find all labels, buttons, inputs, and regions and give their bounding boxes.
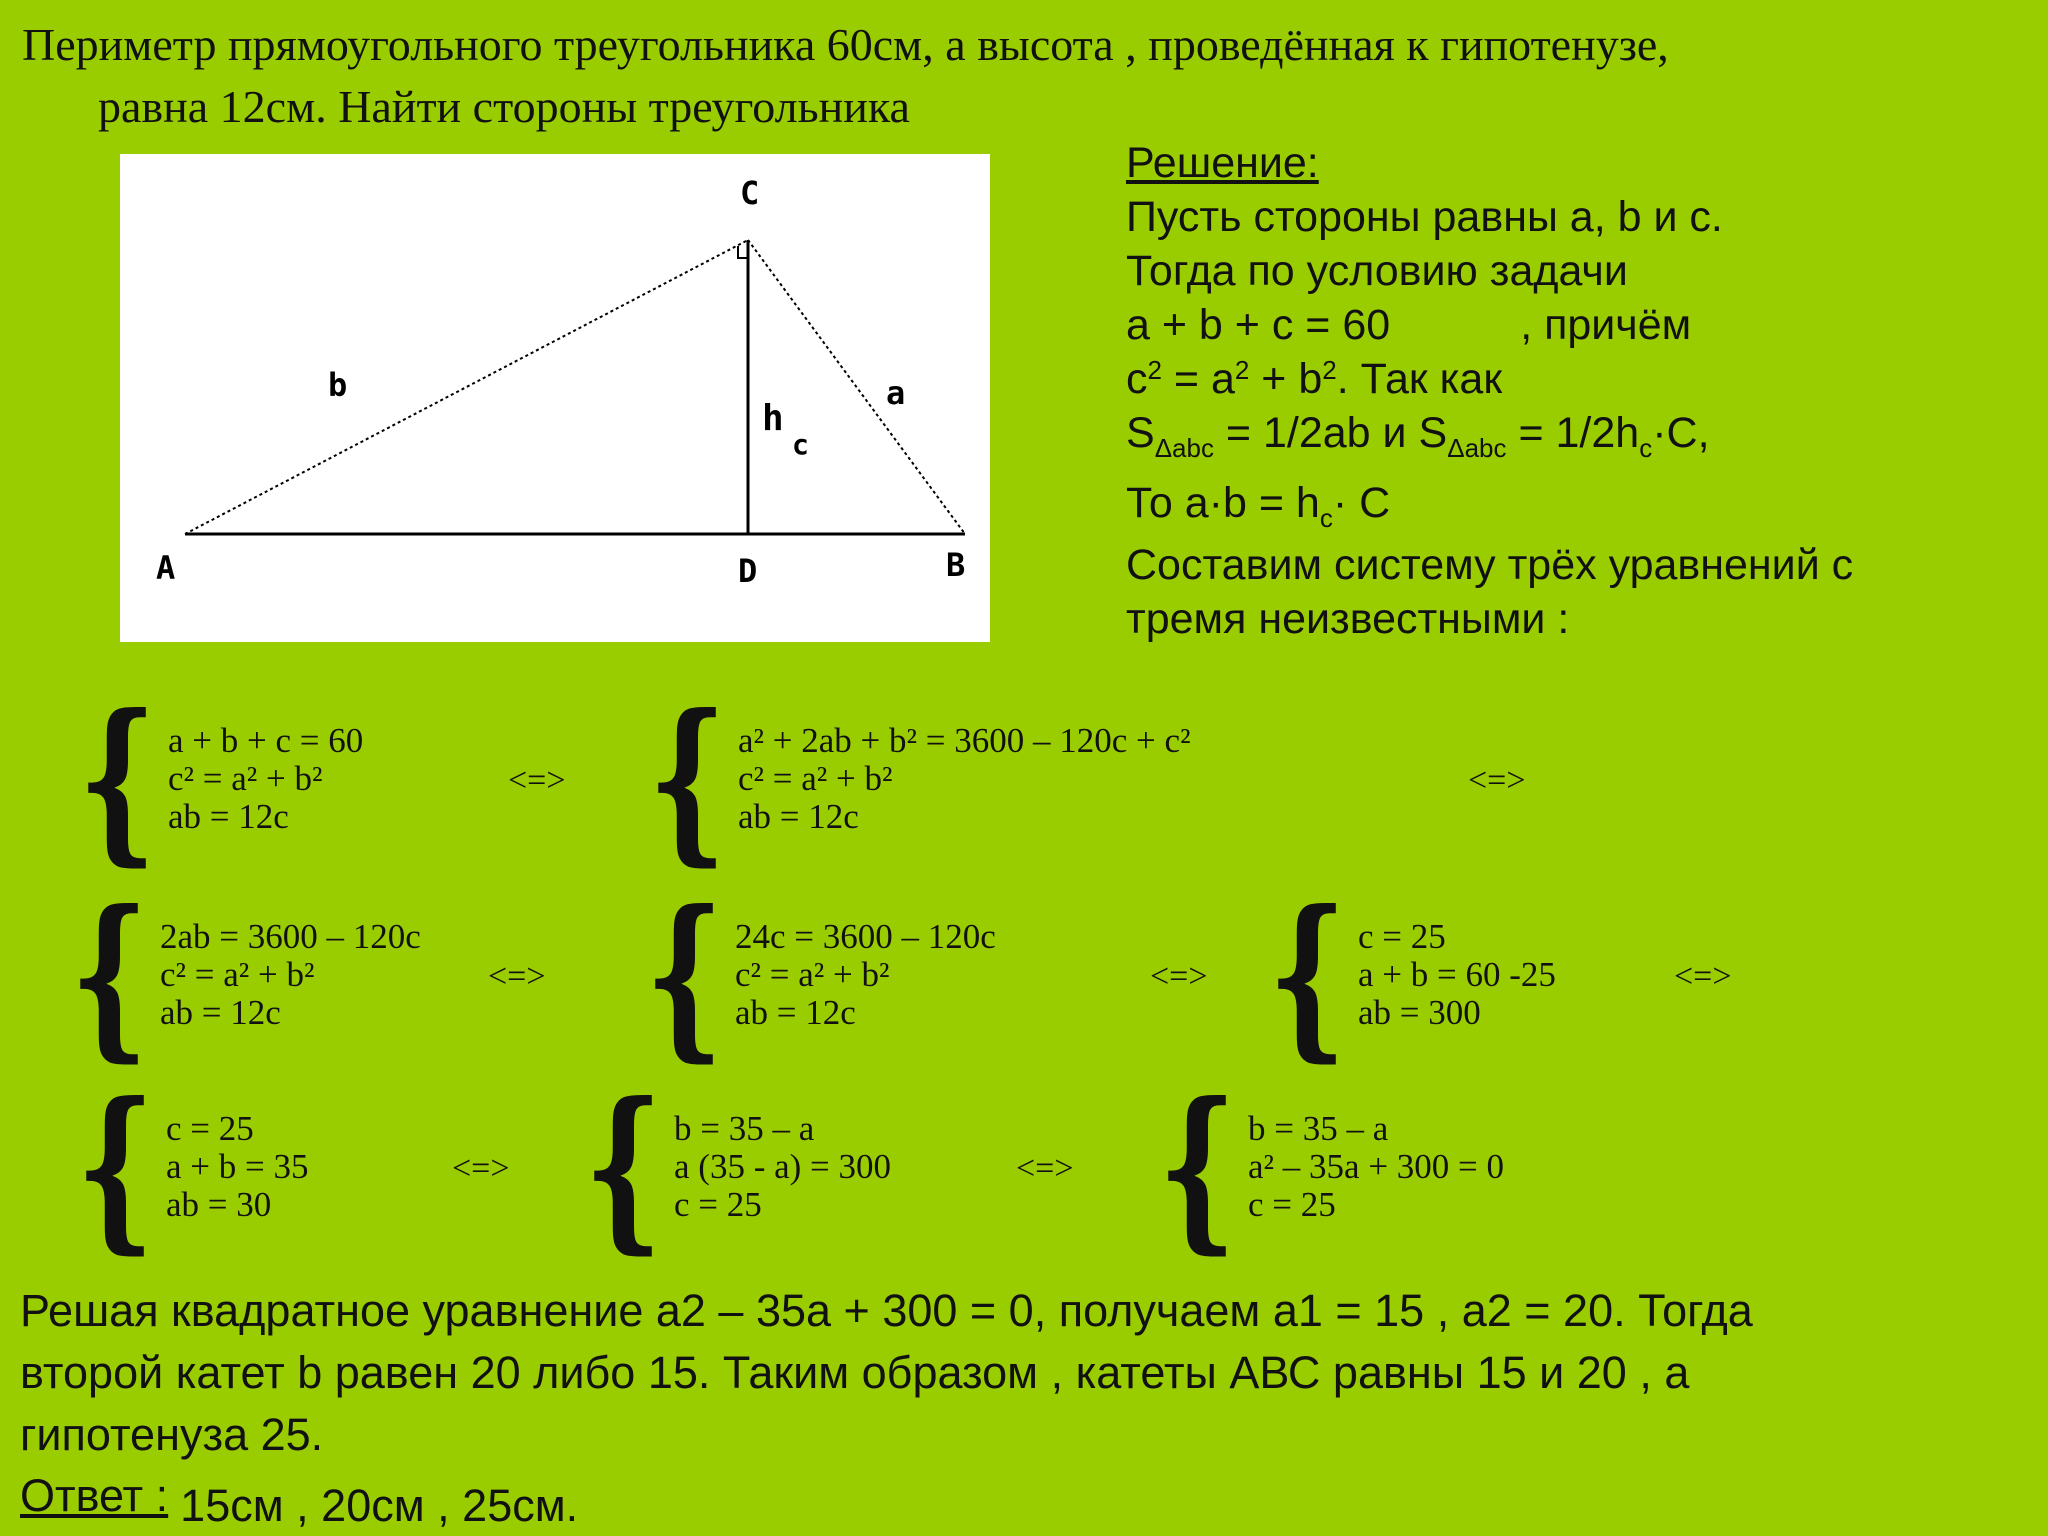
solution-line-4 (1126, 352, 1502, 406)
equation: a + b + c = 60 (168, 721, 364, 760)
equation: c = 25 (1358, 917, 1446, 956)
equation: ab = 30 (166, 1185, 272, 1224)
system-equations (674, 1110, 891, 1224)
equation: c² = a² + b² (735, 955, 890, 994)
equation: ab = 300 (1358, 993, 1481, 1032)
solution-line-1: Пусть стороны равны a, b и c. (1126, 193, 1723, 241)
equation: b = 35 – a (1248, 1109, 1389, 1148)
product-eq: То a·b = h (1126, 479, 1320, 527)
equation: c² = a² + b² (160, 955, 315, 994)
equation: a + b = 60 -25 (1358, 955, 1556, 994)
brace: { (78, 677, 157, 882)
system-equations (168, 722, 363, 836)
area-eq: = 1/2h (1506, 409, 1640, 457)
sub: c (1639, 433, 1653, 463)
pythagoras-tail: . Так как (1336, 355, 1503, 403)
label-side-b: b (328, 366, 348, 404)
equation: c = 25 (674, 1185, 762, 1224)
sub: Δabc (1154, 433, 1214, 463)
solution-line-5 (1126, 406, 1710, 463)
label-c: C (740, 174, 760, 212)
answer-label: Ответ : (20, 1470, 169, 1521)
sup: 2 (1234, 355, 1250, 385)
system-equations (160, 918, 421, 1032)
label-b-vertex: B (946, 546, 966, 584)
system-equations (1248, 1110, 1504, 1224)
solution-line-7: Составим систему трёх уравнений с (1126, 541, 1854, 589)
system-equations (166, 1110, 309, 1224)
system-equations (1358, 918, 1556, 1032)
pythagoras-a: = a (1161, 355, 1235, 403)
brace: { (1268, 873, 1347, 1078)
equation: b = 35 – a (674, 1109, 815, 1148)
problem-line-1: Периметр прямоугольного треугольника 60см, а высота , проведённая к гипотенузе, (22, 19, 1669, 70)
answer-value: 15см , 20см , 25см. (180, 1480, 579, 1531)
label-side-a: a (886, 374, 906, 412)
equation: ab = 12c (160, 993, 281, 1032)
conclusion-block (20, 1280, 1753, 1466)
label-d: D (738, 552, 758, 590)
brace: { (1158, 1065, 1237, 1270)
sup: 2 (1147, 355, 1162, 385)
equation: ab = 12c (168, 797, 289, 836)
sub: Δabc (1447, 433, 1507, 463)
perimeter-equation: a + b + c = 60 (1126, 301, 1391, 349)
leg-a (748, 240, 965, 534)
solution-line-2: Тогда по условию задачи (1126, 247, 1628, 295)
equivalence-arrow: <=> (1674, 958, 1732, 995)
triangle-figure (120, 154, 990, 642)
triangle-diagram (120, 154, 990, 642)
equation: 2ab = 3600 – 120c (160, 917, 421, 956)
pythagoras-c: c (1126, 355, 1148, 403)
answer-block (20, 1470, 579, 1531)
solution-heading: Решение: (1126, 139, 1319, 187)
label-height-h: h (762, 398, 784, 439)
equivalence-arrow: <=> (1016, 1150, 1074, 1187)
brace: { (76, 1065, 155, 1270)
pythagoras-b: + b (1249, 355, 1323, 403)
brace: { (584, 1065, 663, 1270)
label-height-sub-c: c (792, 428, 809, 461)
conclusion-line-2: второй катет b равен 20 либо 15. Таким образом , катеты АВС равны 15 и 20 , а (20, 1347, 1690, 1398)
solution-line-6 (1126, 476, 1391, 533)
label-a-vertex: A (156, 549, 176, 587)
conclusion-line-3: гипотенуза 25. (20, 1409, 324, 1460)
equation: 24c = 3600 – 120c (735, 917, 996, 956)
equivalence-arrow: <=> (508, 762, 566, 799)
sup: 2 (1322, 355, 1337, 385)
solution-line-8: тремя неизвестными : (1126, 595, 1570, 643)
equation: a (35 - a) = 300 (674, 1147, 892, 1186)
equivalence-arrow: <=> (1150, 958, 1208, 995)
equation: a + b = 35 (166, 1147, 309, 1186)
leg-b (185, 240, 748, 534)
system-equations (738, 722, 1191, 836)
problem-line-2: равна 12см. Найти стороны треугольника (98, 81, 910, 132)
equation: ab = 12c (735, 993, 856, 1032)
system-equations (735, 918, 996, 1032)
equation: c = 25 (1248, 1185, 1336, 1224)
equivalence-arrow: <=> (452, 1150, 510, 1187)
equation: c = 25 (166, 1109, 254, 1148)
equation: ab = 12c (738, 797, 859, 836)
area-mid: = 1/2ab и S (1213, 409, 1448, 457)
equation: a² + 2ab + b² = 3600 – 120c + c² (738, 721, 1191, 760)
solution-line-3-tail: , причём (1520, 301, 1692, 349)
brace: { (70, 873, 149, 1078)
equation: c² = a² + b² (738, 759, 893, 798)
brace: { (645, 873, 724, 1078)
sub: c (1319, 503, 1333, 533)
equivalence-arrow: <=> (488, 958, 546, 995)
equation: a² – 35a + 300 = 0 (1248, 1147, 1505, 1186)
area-s1: S (1126, 409, 1155, 457)
product-end: · C (1332, 479, 1391, 527)
equation: c² = a² + b² (168, 759, 323, 798)
equivalence-arrow: <=> (1468, 762, 1526, 799)
solution-line-3 (1126, 298, 1691, 352)
brace: { (648, 677, 727, 882)
area-end: ·C, (1652, 409, 1710, 457)
conclusion-line-1: Решая квадратное уравнение а2 – 35а + 300 = 0, получаем а1 = 15 , а2 = 20. Тогда (20, 1285, 1753, 1336)
